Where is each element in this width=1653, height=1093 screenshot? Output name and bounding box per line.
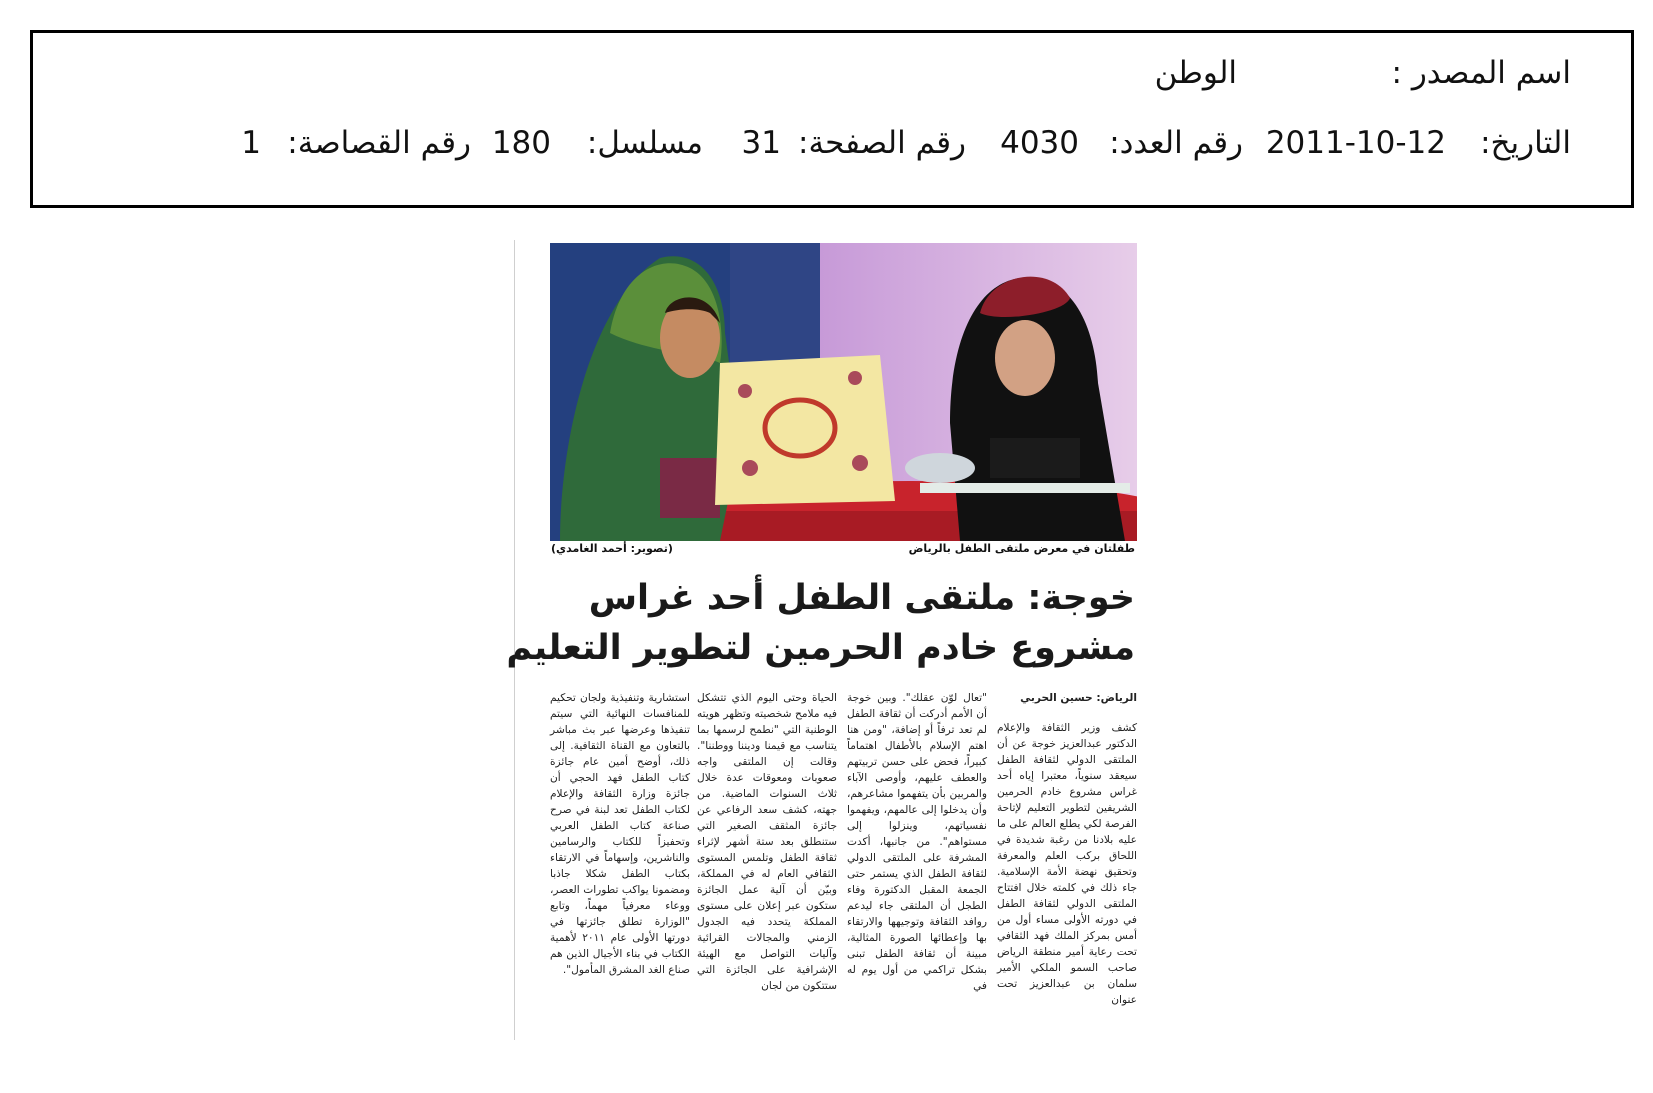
source-value: الوطن [1154,55,1237,91]
photo-credit: (تصوير: أحمد الغامدي) [551,542,673,555]
clip-number-label: رقم القصاصة: [287,125,471,161]
photo-caption: طفلتان في معرض ملتقى الطفل بالرياض [908,542,1135,555]
date-label: التاريخ: [1480,125,1571,161]
column-3-text: الحياة وحتى اليوم الذي تتشكل فيه ملامح شخصيته وتظهر هويته الوطنية التي "نطمح لرسمها بما يتناسب مع قيمنا وديننا ووطننا". وقالت إن الملتقى واجه صعوبات ومعوقات عدة خلال ثلاث السنوات الماضية. من جهته، كشف سعد الرفاعي عن جائزة المثقف الصغير التي ستنطلق بعد ستة أشهر لإثراء ثقافة الطفل وتلمس المستوى الثقافي العام له في المملكة، وبيّن أن آلية عمل الجائزة ستكون عبر إعلان على مستوى المملكة يتحدد فيه الجدول الزمني والمجالات القرائية وآليات التواصل مع الهيئة الإشرافية على الجائزة التي ستتكون من لجان [697,692,837,992]
issue-value: 4030 [1000,125,1079,161]
page-label: رقم الصفحة: [798,125,966,161]
date-value: 2011-10-12 [1265,125,1446,161]
document-header-box [30,30,1634,208]
headline-line-1: خوجة: ملتقى الطفل أحد غراس [588,578,1135,618]
page-value: 31 [741,125,781,161]
article-column-4 [550,690,690,978]
source-label: اسم المصدر : [1391,55,1571,91]
headline-line-2: مشروع خادم الحرمين لتطوير التعليم [506,628,1135,668]
article-photo [550,243,1137,541]
serial-value: 180 [491,125,551,161]
serial-label: مسلسل: [586,125,703,161]
byline: الرياض: حسين الحربي [1020,692,1137,704]
article-column-1 [997,690,1137,1008]
clip-number-value: 1 [241,125,261,161]
issue-label: رقم العدد: [1109,125,1243,161]
column-2-text: "تعال لوّن عقلك". وبين خوجة أن الأمم أدركت أن ثقافة الطفل لم تعد ترفاً أو إضافة، "ومن هنا اهتم الإسلام بالأطفال اهتماماً كبيراً، فحض على حسن تربيتهم والعطف عليهم، وأوصى الآباء والمربين بأن يتفهموا مشاعرهم، وأن يدخلوا إلى عالمهم، ويفهموا نفسياتهم، وينزلوا إلى مستواهم". من جانبها، أكدت المشرفة على الملتقى الدولي لثقافة الطفل الذي يستمر حتى الجمعة المقبل الدكتورة وفاء الطجل أن الملتقى جاء ليدعم روافد الثقافة وتوجيهها والارتقاء بها وإعطائها الصورة المثالية، مبينة أن ثقافة الطفل تبنى بشكل تراكمي من أول يوم له في [847,692,987,992]
column-4-text: استشارية وتنفيذية ولجان تحكيم للمنافسات النهائية التي سيتم تنفيذها وعرضها عبر بث مباشر بالتعاون مع القناة الثقافية. إلى ذلك، أوضح أمين عام جائزة كتاب الطفل فهد الحجي أن جائزة وزارة الثقافة والإعلام لكتاب الطفل تعد لبنة في صرح صناعة كتاب الطفل العربي وتحفيزاً للكتاب والرسامين والناشرين، وإسهاماً في الارتقاء بكتاب الطفل شكلا جاذبا ومضمونا يواكب تطورات العصر، ووعاء معرفياً مهماً، وتابع "الوزارة تطلق جائزتها في دورتها الأولى عام ٢٠١١ لأهمية الكتاب في بناء الأجيال الذين هم صناع الغد المشرق المأمول". [550,692,690,976]
column-1-text: كشف وزير الثقافة والإعلام الدكتور عبدالعزيز خوجة عن أن الملتقى الدولي لثقافة الطفل سيعقد سنوياً، معتبرا إياه أحد غراس مشروع خادم الحرمين الشريفين لتطوير التعليم لإتاحة الفرصة لكي يطلع العالم على ما عليه بلادنا من رغبة شديدة في اللحاق بركب العلم والمعرفة وتحقيق نهضة الأمة الإسلامية. جاء ذلك في كلمته خلال افتتاح الملتقى الدولي لثقافة الطفل في دورته الأولى مساء أول من أمس بمركز الملك فهد الثقافي تحت رعاية أمير منطقة الرياض صاحب السمو الملكي الأمير سلمان بن عبدالعزيز تحت عنوان [997,722,1137,1006]
article-column-3 [697,690,837,994]
article-column-2 [847,690,987,994]
